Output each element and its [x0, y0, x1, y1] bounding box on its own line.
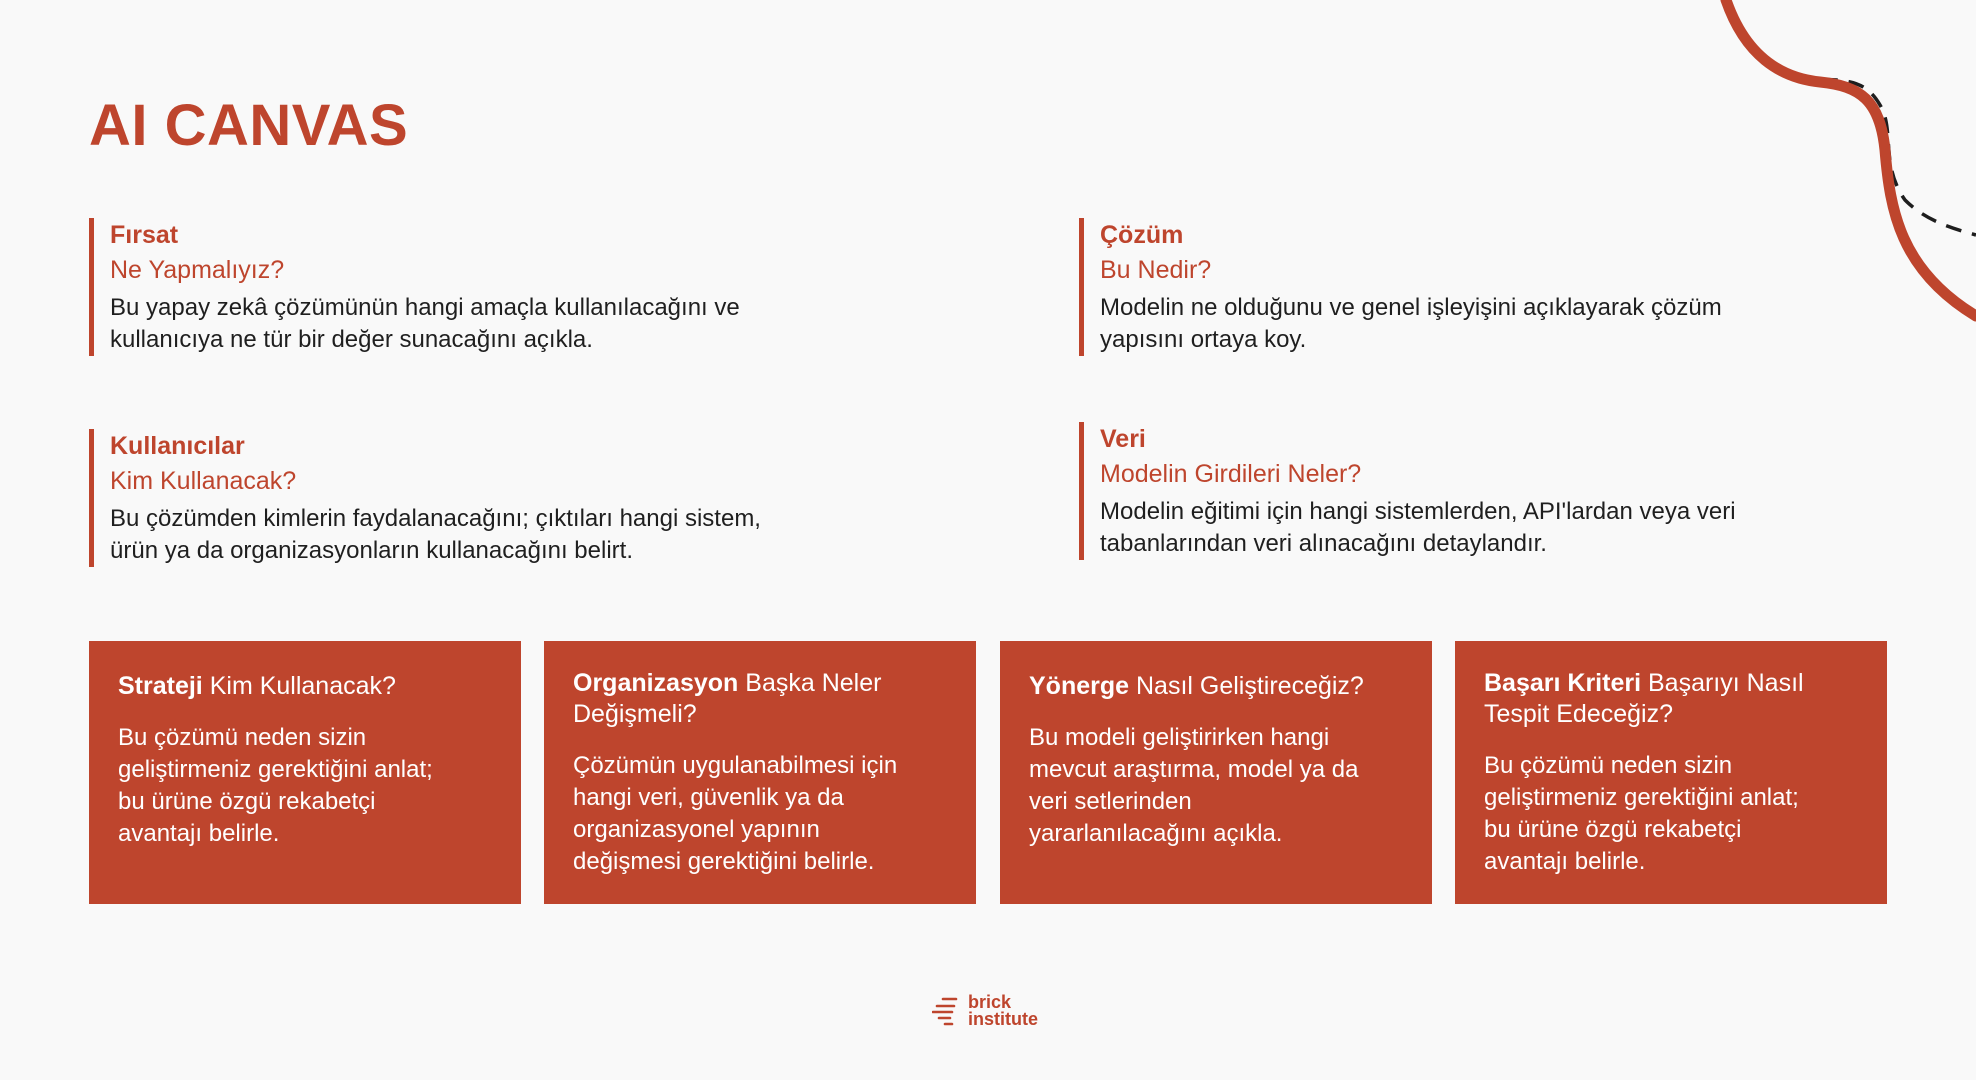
card-question: Başka Neler Değişmeli?	[573, 669, 882, 728]
card-title: Organizasyon	[573, 669, 739, 697]
section-subtitle: Kim Kullanacak?	[110, 467, 297, 495]
body-line: Bu çözümü neden sizin	[1484, 752, 1733, 779]
section-body	[110, 503, 761, 567]
card-title: Strateji	[118, 672, 203, 700]
section-title: Veri	[1100, 425, 1146, 453]
card-body	[573, 750, 948, 878]
section-title: Fırsat	[110, 221, 179, 249]
body-line: geliştirmeniz gerektiğini anlat;	[1484, 784, 1799, 811]
body-line: mevcut araştırma, model ya da	[1029, 756, 1359, 783]
card-organizasyon	[544, 641, 976, 904]
card-question: Nasıl Geliştireceğiz?	[1135, 672, 1364, 700]
section-body	[110, 292, 740, 356]
body-line: Çözümün uygulanabilmesi için	[573, 752, 898, 779]
page-title: AI CANVAS	[89, 93, 409, 158]
body-line: Bu yapay zekâ çözümünün hangi amaçla kullanılacağını ve	[110, 294, 740, 321]
card-body	[1484, 750, 1859, 878]
body-line: bu ürüne özgü rekabetçi	[118, 788, 376, 815]
card-basari-kriteri	[1455, 641, 1887, 904]
body-line: yararlanılacağını açıkla.	[1029, 820, 1283, 847]
card-title: Yönerge	[1029, 672, 1130, 700]
card-heading	[1484, 668, 1834, 730]
card-heading	[573, 668, 913, 730]
body-line: veri setlerinden	[1029, 788, 1192, 815]
card-yonerge	[1000, 641, 1432, 904]
section-title: Çözüm	[1100, 221, 1184, 249]
section-body	[1100, 496, 1736, 560]
logo-text-line: brick	[968, 992, 1012, 1012]
card-question: Kim Kullanacak?	[209, 672, 396, 700]
body-line: değişmesi gerektiğini belirle.	[573, 848, 875, 875]
body-line: organizasyonel yapının	[573, 816, 820, 843]
body-line: Bu çözümden kimlerin faydalanacağını; çıktıları hangi sistem,	[110, 505, 761, 532]
section-title: Kullanıcılar	[110, 432, 245, 460]
body-line: avantajı belirle.	[118, 820, 280, 847]
section-subtitle: Modelin Girdileri Neler?	[1100, 460, 1362, 488]
logo-text	[968, 994, 1038, 1028]
body-line: Modelin eğitimi için hangi sistemlerden, API'lardan veya veri	[1100, 498, 1736, 525]
section-subtitle: Bu Nedir?	[1100, 256, 1212, 284]
card-title: Başarı Kriteri	[1484, 669, 1642, 697]
section-firsat	[89, 218, 740, 356]
section-subtitle: Ne Yapmalıyız?	[110, 256, 285, 284]
body-line: Bu çözümü neden sizin	[118, 724, 367, 751]
brick-lines-icon	[932, 996, 962, 1026]
body-line: kullanıcıya ne tür bir değer sunacağını açıkla.	[110, 326, 593, 353]
body-line: hangi veri, güvenlik ya da	[573, 784, 844, 811]
body-line: Modelin ne olduğunu ve genel işleyişini açıklayarak çözüm	[1100, 294, 1722, 321]
body-line: avantajı belirle.	[1484, 848, 1646, 875]
section-body	[1100, 292, 1722, 356]
card-heading	[1029, 671, 1404, 702]
card-strateji	[89, 641, 521, 904]
section-kullanicilar	[89, 429, 761, 567]
body-line: geliştirmeniz gerektiğini anlat;	[118, 756, 433, 783]
section-veri	[1079, 422, 1736, 560]
body-line: tabanlarından veri alınacağını detaylandır.	[1100, 530, 1547, 557]
body-line: yapısını ortaya koy.	[1100, 326, 1307, 353]
card-heading	[118, 671, 493, 702]
brick-institute-logo	[932, 994, 1038, 1028]
body-line: bu ürüne özgü rekabetçi	[1484, 816, 1742, 843]
card-body	[118, 722, 493, 850]
logo-text-line: institute	[968, 1009, 1038, 1029]
section-cozum	[1079, 218, 1722, 356]
card-question: Başarıyı Nasıl Tespit Edeceğiz?	[1484, 669, 1804, 728]
body-line: ürün ya da organizasyonların kullanacağını belirt.	[110, 537, 633, 564]
body-line: Bu modeli geliştirirken hangi	[1029, 724, 1330, 751]
card-body	[1029, 722, 1404, 850]
